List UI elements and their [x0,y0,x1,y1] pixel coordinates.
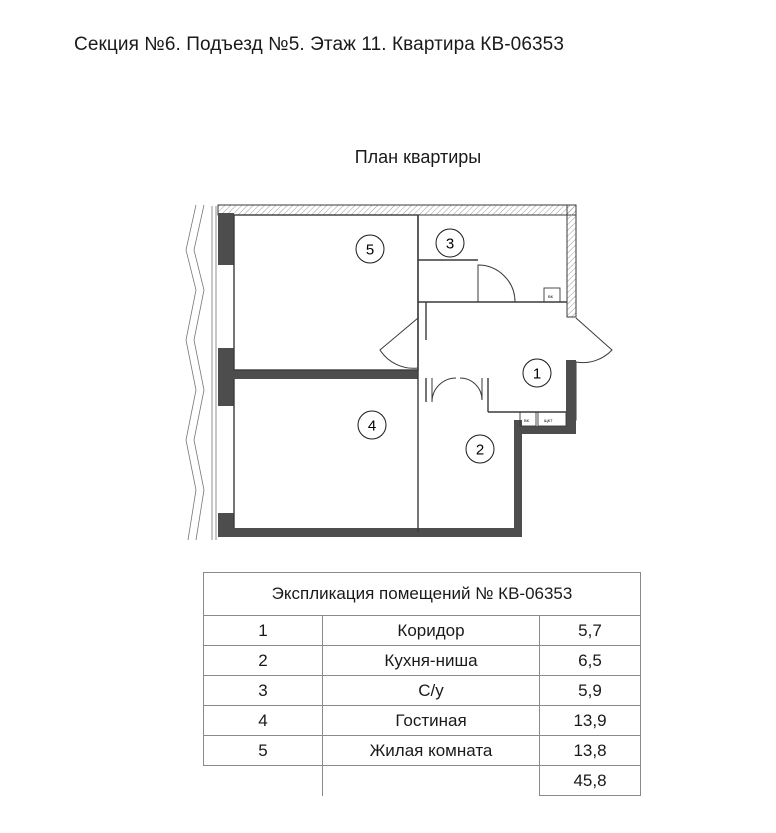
table-row [204,736,641,766]
room-name-cell: С/у [323,676,540,706]
total-blank-cell [204,766,323,796]
room-number-cell: 3 [204,676,323,706]
room-number-cell: 5 [204,736,323,766]
plan-title: План квартиры [354,147,482,167]
table-row [204,646,641,676]
room-marker-3 [436,229,464,257]
fixtures [520,288,566,426]
table-row [204,676,641,706]
svg-text:1: 1 [532,365,542,383]
room-area-cell: 6,5 [540,646,641,676]
total-area-cell: 45,8 [540,766,641,796]
solid-walls [218,213,576,537]
room-name-cell: Гостиная [323,706,540,736]
room-name-cell: Жилая комната [323,736,540,766]
room-area-cell: 13,8 [540,736,641,766]
room-number-cell: 4 [204,706,323,736]
svg-text:3: 3 [445,235,455,253]
room-area-cell: 13,9 [540,706,641,736]
table-row [204,616,641,646]
explication-table [203,572,641,796]
explication-caption: Экспликация помещений № КВ-06353 [204,573,641,616]
room-number-cell: 2 [204,646,323,676]
room-marker-4 [358,411,386,439]
walls [218,205,576,420]
page-heading: Секция №6. Подъезд №5. Этаж 11. Квартира КВ-06353 [74,34,565,55]
total-blank-cell [323,766,540,796]
svg-text:2: 2 [475,441,485,459]
room-name-cell: Коридор [323,616,540,646]
svg-text:4: 4 [367,417,377,435]
fixture-label-1: ВК [548,294,553,299]
fixture-label-2: ВК [524,418,529,423]
door-arcs [380,265,612,402]
facade-windows [186,205,216,540]
total-row [204,766,641,796]
explication-caption-row [204,573,641,616]
room-number-cell: 1 [204,616,323,646]
svg-text:5: 5 [365,241,375,259]
room-area-cell: 5,7 [540,616,641,646]
room-marker-5 [356,235,384,263]
room-area-cell: 5,9 [540,676,641,706]
room-marker-1 [523,359,551,387]
room-name-cell: Кухня-ниша [323,646,540,676]
fixture-label-3: ЩКТ [544,418,553,423]
room-marker-2 [466,435,494,463]
table-row [204,706,641,736]
